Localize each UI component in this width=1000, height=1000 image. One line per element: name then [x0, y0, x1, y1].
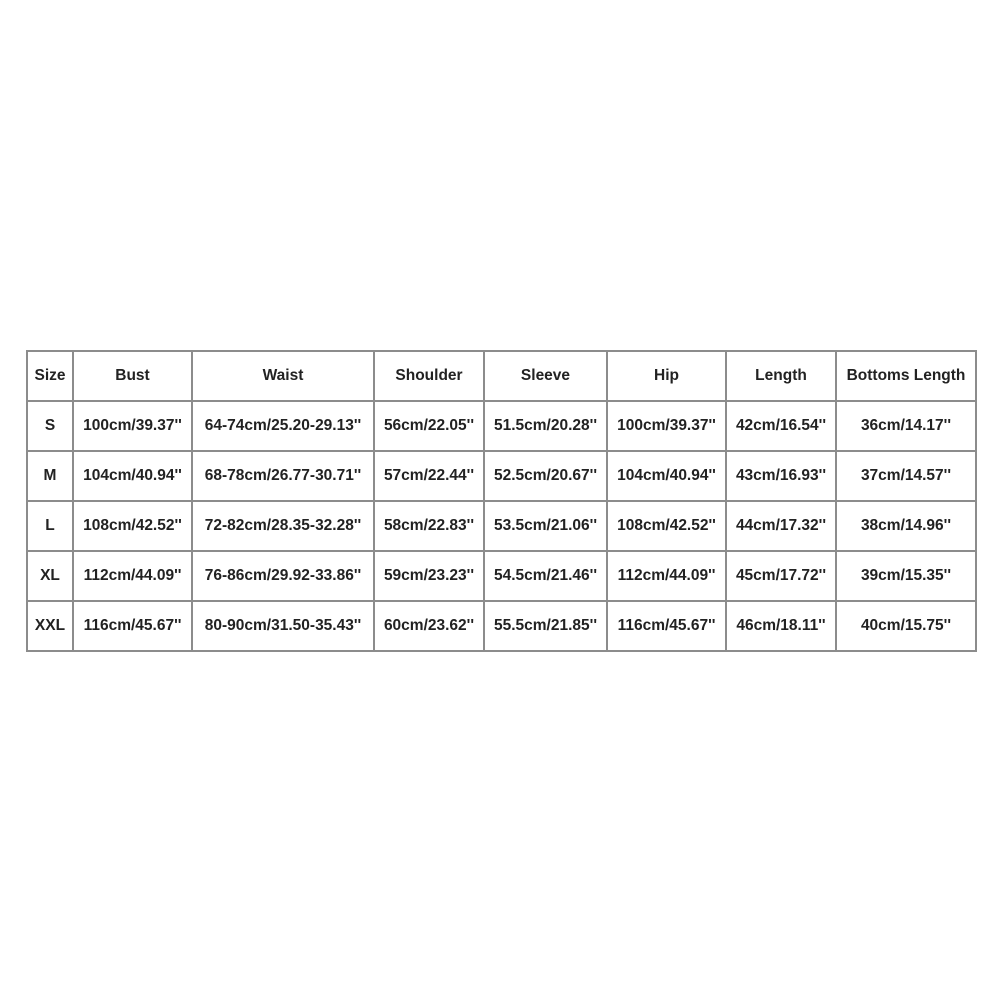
sleeve-cell: 55.5cm/21.85'' — [484, 601, 607, 651]
sleeve-cell: 53.5cm/21.06'' — [484, 501, 607, 551]
size-cell: L — [27, 501, 73, 551]
hip-cell: 112cm/44.09'' — [607, 551, 726, 601]
length-cell: 44cm/17.32'' — [726, 501, 836, 551]
size-cell: XL — [27, 551, 73, 601]
size-cell: S — [27, 401, 73, 451]
bust-cell: 100cm/39.37'' — [73, 401, 192, 451]
hip-cell: 108cm/42.52'' — [607, 501, 726, 551]
sleeve-cell: 51.5cm/20.28'' — [484, 401, 607, 451]
header-size: Size — [27, 351, 73, 401]
table-row — [27, 451, 976, 501]
table-row — [27, 551, 976, 601]
header-row — [27, 351, 976, 401]
size-cell: XXL — [27, 601, 73, 651]
bust-cell: 112cm/44.09'' — [73, 551, 192, 601]
bottoms-length-cell: 38cm/14.96'' — [836, 501, 976, 551]
table-row — [27, 601, 976, 651]
hip-cell: 104cm/40.94'' — [607, 451, 726, 501]
length-cell: 42cm/16.54'' — [726, 401, 836, 451]
bottoms-length-cell: 40cm/15.75'' — [836, 601, 976, 651]
bottoms-length-cell: 39cm/15.35'' — [836, 551, 976, 601]
header-sleeve: Sleeve — [484, 351, 607, 401]
bust-cell: 116cm/45.67'' — [73, 601, 192, 651]
length-cell: 43cm/16.93'' — [726, 451, 836, 501]
waist-cell: 76-86cm/29.92-33.86'' — [192, 551, 374, 601]
table-row — [27, 501, 976, 551]
shoulder-cell: 59cm/23.23'' — [374, 551, 484, 601]
shoulder-cell: 58cm/22.83'' — [374, 501, 484, 551]
length-cell: 45cm/17.72'' — [726, 551, 836, 601]
shoulder-cell: 57cm/22.44'' — [374, 451, 484, 501]
table-row — [27, 401, 976, 451]
header-bottoms-length: Bottoms Length — [836, 351, 976, 401]
shoulder-cell: 60cm/23.62'' — [374, 601, 484, 651]
waist-cell: 72-82cm/28.35-32.28'' — [192, 501, 374, 551]
bottoms-length-cell: 37cm/14.57'' — [836, 451, 976, 501]
hip-cell: 116cm/45.67'' — [607, 601, 726, 651]
size-cell: M — [27, 451, 73, 501]
length-cell: 46cm/18.11'' — [726, 601, 836, 651]
waist-cell: 68-78cm/26.77-30.71'' — [192, 451, 374, 501]
bust-cell: 104cm/40.94'' — [73, 451, 192, 501]
sleeve-cell: 54.5cm/21.46'' — [484, 551, 607, 601]
size-chart-table — [26, 350, 977, 652]
header-length: Length — [726, 351, 836, 401]
bust-cell: 108cm/42.52'' — [73, 501, 192, 551]
waist-cell: 64-74cm/25.20-29.13'' — [192, 401, 374, 451]
shoulder-cell: 56cm/22.05'' — [374, 401, 484, 451]
hip-cell: 100cm/39.37'' — [607, 401, 726, 451]
waist-cell: 80-90cm/31.50-35.43'' — [192, 601, 374, 651]
header-bust: Bust — [73, 351, 192, 401]
header-hip: Hip — [607, 351, 726, 401]
bottoms-length-cell: 36cm/14.17'' — [836, 401, 976, 451]
header-shoulder: Shoulder — [374, 351, 484, 401]
header-waist: Waist — [192, 351, 374, 401]
sleeve-cell: 52.5cm/20.67'' — [484, 451, 607, 501]
